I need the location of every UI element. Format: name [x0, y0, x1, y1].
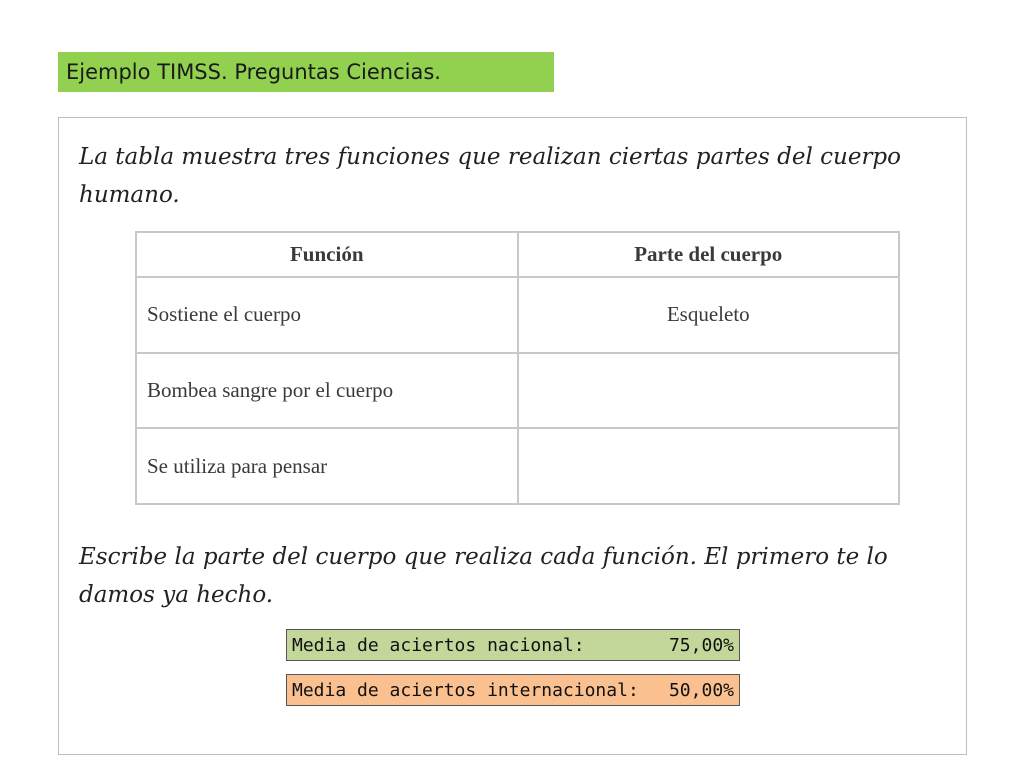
national-average-value: 75,00% [668, 634, 734, 656]
body-part-cell: Esqueleto [518, 277, 900, 353]
function-cell: Se utiliza para pensar [136, 428, 518, 504]
function-cell: Sostiene el cuerpo [136, 277, 518, 353]
national-average-label: Media de aciertos nacional: [292, 634, 585, 656]
international-average-label: Media de aciertos internacional: [292, 679, 639, 701]
page-title: Ejemplo TIMSS. Preguntas Ciencias. [58, 52, 554, 92]
table-row [136, 353, 899, 429]
national-average-box [286, 629, 740, 661]
question-instruction: Escribe la parte del cuerpo que realiza cada función. El primero te lo damos ya hecho. [79, 544, 888, 608]
international-average-box [286, 674, 740, 706]
table-row [136, 428, 899, 504]
question-panel [58, 117, 967, 755]
function-table [135, 231, 900, 505]
column-header-function: Función [136, 232, 518, 277]
body-part-answer-cell [518, 353, 900, 429]
column-header-body-part: Parte del cuerpo [518, 232, 900, 277]
question-intro: La tabla muestra tres funciones que realizan ciertas partes del cuerpo humano. [79, 144, 902, 208]
table-row [136, 277, 899, 353]
body-part-answer-cell [518, 428, 900, 504]
international-average-value: 50,00% [668, 679, 734, 701]
function-cell: Bombea sangre por el cuerpo [136, 353, 518, 429]
table-header-row [136, 232, 899, 277]
